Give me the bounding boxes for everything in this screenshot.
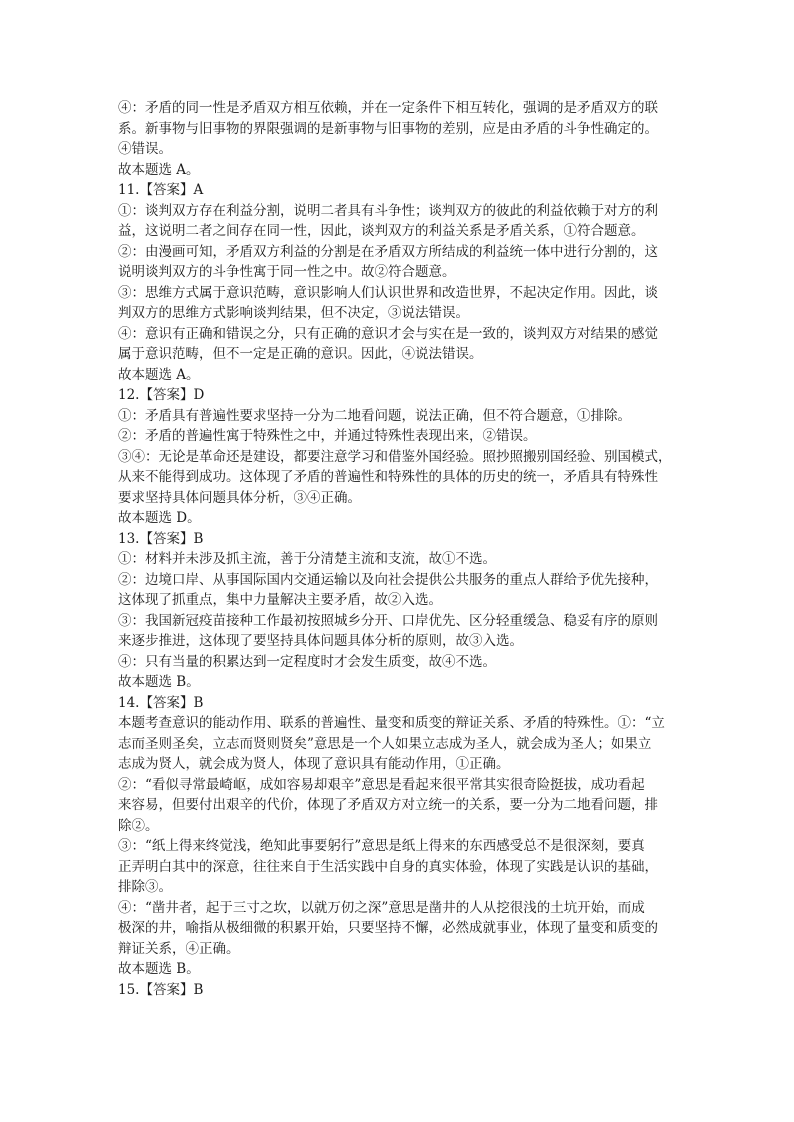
answer-heading-15: 15.【答案】B bbox=[118, 981, 204, 998]
text-line: 属于意识范畴，但不一定是正确的意识。因此，④说法错误。 bbox=[118, 346, 483, 362]
text-line: 系。新事物与旧事物的界限强调的是新事物与旧事物的差别，应是由矛盾的斗争性确定的。 bbox=[118, 120, 658, 137]
conclusion-line: 故本题选 D。 bbox=[118, 510, 201, 526]
text-line: 这体现了抓重点，集中力量解决主要矛盾，故②入选。 bbox=[118, 592, 442, 608]
text-line: ①：谈判双方存在利益分割，说明二者具有斗争性；谈判双方的彼此的利益依赖于对方的利 bbox=[118, 202, 658, 219]
text-line: ③：思维方式属于意识范畴，意识影响人们认识世界和改造世界，不起决定作用。因此，谈 bbox=[118, 284, 658, 301]
text-line: ④：只有当量的积累达到一定程度时才会发生质变，故④不选。 bbox=[118, 653, 496, 670]
answer-heading-11: 11.【答案】A bbox=[118, 182, 204, 198]
text-line: 要求坚持具体问题具体分析，③④正确。 bbox=[118, 489, 361, 506]
conclusion-line: 故本题选 A。 bbox=[118, 161, 200, 178]
text-line: 排除③。 bbox=[118, 879, 172, 895]
text-line: ③：“纸上得来终觉浅，绝知此事要躬行”意思是纸上得来的东西感受总不是很深刻，要真 bbox=[118, 838, 645, 854]
text-line: ④错误。 bbox=[118, 141, 172, 157]
text-line: 本题考查意识的能动作用、联系的普遍性、量变和质变的辩证关系、矛盾的特殊性。①：“立 bbox=[118, 715, 665, 731]
text-line: ②：由漫画可知，矛盾双方利益的分割是在矛盾双方所结成的利益统一体中进行分割的，这 bbox=[118, 243, 658, 260]
text-line: 正弄明白其中的深意，往往来自于生活实践中自身的真实体验，体现了实践是认识的基础， bbox=[118, 858, 658, 875]
text-line: ④：“凿井者，起于三寸之坎，以就万仞之深”意思是凿井的人从挖很浅的土坑开始，而成 bbox=[118, 899, 645, 916]
text-line: 说明谈判双方的斗争性寓于同一性之中。故②符合题意。 bbox=[118, 264, 456, 280]
text-line: 志成为贤人，就会成为贤人，体现了意识具有能动作用，①正确。 bbox=[118, 756, 510, 772]
answer-heading-13: 13.【答案】B bbox=[118, 530, 204, 547]
text-line: 益，这说明二者之间存在同一性，因此，谈判双方的利益关系是矛盾关系，①符合题意。 bbox=[118, 223, 645, 239]
conclusion-line: 故本题选 B。 bbox=[118, 674, 200, 690]
text-line: ④：意识有正确和错误之分，只有正确的意识才会与实在是一致的，谈判双方对结果的感觉 bbox=[118, 325, 658, 342]
conclusion-line: 故本题选 B。 bbox=[118, 961, 200, 977]
text-line: ④：矛盾的同一性是矛盾双方相互依赖，并在一定条件下相互转化，强调的是矛盾双方的联 bbox=[118, 100, 658, 116]
text-line: 极深的井，喻指从极细微的积累开始，只要坚持不懈，必然成就事业，体现了量变和质变的 bbox=[118, 920, 658, 936]
text-line: 来逐步推进，这体现了要坚持具体问题具体分析的原则，故③入选。 bbox=[118, 633, 523, 649]
answer-heading-14: 14.【答案】B bbox=[118, 694, 204, 711]
text-line: 来容易，但要付出艰辛的代价，体现了矛盾双方对立统一的关系，要一分为二地看问题，排 bbox=[118, 797, 658, 813]
text-line: 辩证关系，④正确。 bbox=[118, 940, 240, 957]
conclusion-line: 故本题选 A。 bbox=[118, 366, 200, 383]
text-line: ②：矛盾的普遍性寓于特殊性之中，并通过特殊性表现出来，②错误。 bbox=[118, 428, 537, 444]
text-line: ①：矛盾具有普遍性要求坚持一分为二地看问题，说法正确，但不符合题意，①排除。 bbox=[118, 407, 631, 424]
text-line: ②：边境口岸、从事国际国内交通运输以及向社会提供公共服务的重点人群给予优先接种， bbox=[118, 571, 658, 588]
text-line: 从来不能得到成功。这体现了矛盾的普遍性和特殊性的具体的历史的统一，矛盾具有特殊性 bbox=[118, 469, 658, 485]
text-line: ②：“看似寻常最崎岖，成如容易却艰辛”意思是看起来很平常其实很奇险挺拔，成功看起 bbox=[118, 776, 645, 793]
answer-heading-12: 12.【答案】D bbox=[118, 387, 205, 403]
document-body bbox=[118, 98, 678, 1000]
text-line: 除②。 bbox=[118, 817, 159, 834]
text-line: ①：材料并未涉及抓主流，善于分清楚主流和支流，故①不选。 bbox=[118, 551, 496, 567]
text-line: 判双方的思维方式影响谈判结果，但不决定，③说法错误。 bbox=[118, 305, 469, 321]
text-line: 志而圣则圣矣，立志而贤则贤矣”意思是一个人如果立志成为圣人，就会成为圣人；如果立 bbox=[118, 735, 652, 752]
text-line: ③④：无论是革命还是建设，都要注意学习和借鉴外国经验。照抄照搬别国经验、别国模式， bbox=[118, 448, 672, 465]
text-line: ③：我国新冠疫苗接种工作最初按照城乡分开、口岸优先、区分轻重缓急、稳妥有序的原则 bbox=[118, 612, 658, 629]
